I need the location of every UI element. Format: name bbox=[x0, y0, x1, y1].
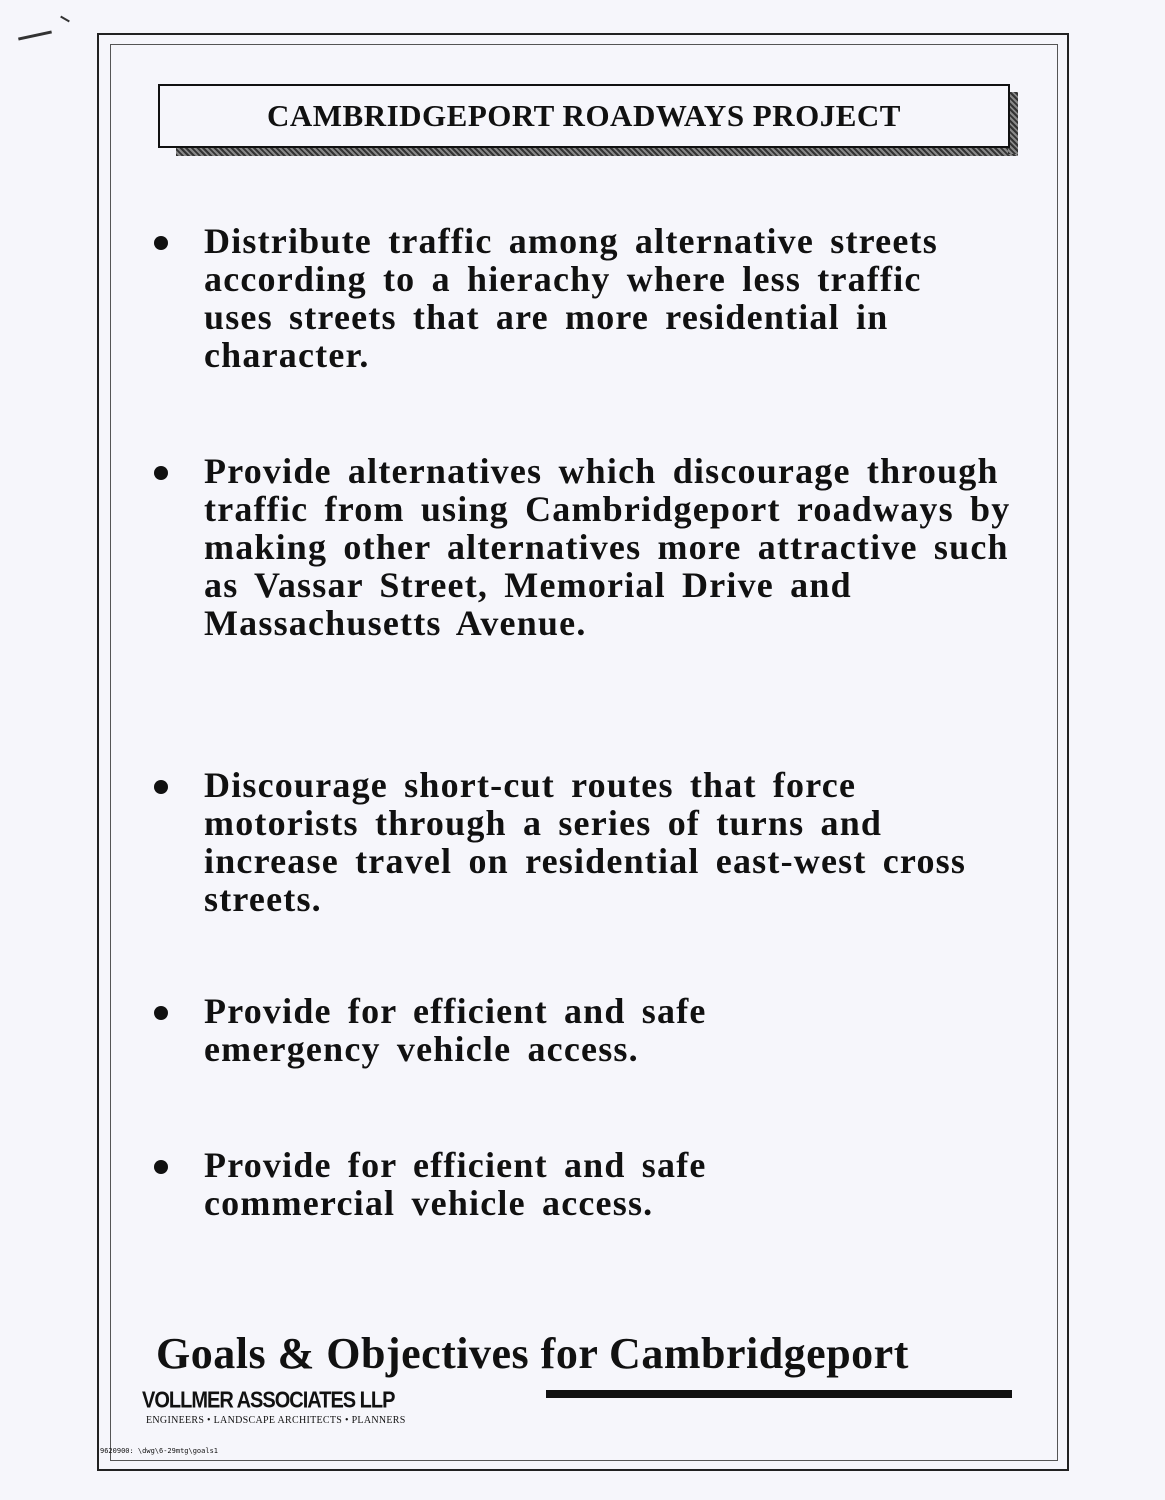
bullet-icon bbox=[154, 236, 168, 250]
list-item bbox=[150, 452, 1054, 642]
list-item-text: Provide alternatives which discourage through traffic from using Cambridgeport roadways by making other alternatives more attractive such as Vassar Street, Memorial Drive and Massachusetts Avenue. bbox=[204, 451, 1011, 643]
list-item bbox=[150, 766, 974, 918]
list-item bbox=[150, 222, 974, 374]
list-item bbox=[150, 992, 814, 1068]
title-box bbox=[158, 84, 1010, 148]
footer-rule bbox=[546, 1390, 1012, 1398]
list-item-text: Discourage short-cut routes that force motorists through a series of turns and increase travel on residential east-west cross streets. bbox=[204, 765, 967, 919]
list-item-text: Provide for efficient and safe emergency vehicle access. bbox=[204, 991, 707, 1069]
file-code: 9620900: \dwg\6-29mtg\goals1 bbox=[100, 1447, 219, 1455]
firm-subtitle: ENGINEERS • LANDSCAPE ARCHITECTS • PLANNERS bbox=[146, 1415, 406, 1426]
list-item-text: Distribute traffic among alternative streets according to a hierachy where less traffic uses streets that are more residential in character. bbox=[204, 221, 938, 375]
list-item-text: Provide for efficient and safe commercial vehicle access. bbox=[204, 1145, 707, 1223]
page-title: CAMBRIDGEPORT ROADWAYS PROJECT bbox=[267, 98, 901, 133]
list-item bbox=[150, 1146, 814, 1222]
bullet-icon bbox=[154, 466, 168, 480]
scan-mark bbox=[18, 30, 52, 40]
bullet-icon bbox=[154, 1006, 168, 1020]
bullet-icon bbox=[154, 1160, 168, 1174]
scan-mark bbox=[60, 16, 70, 23]
bullet-icon bbox=[154, 780, 168, 794]
firm-logo-name: VOLLMER ASSOCIATES LLP bbox=[142, 1388, 395, 1414]
footer-title: Goals & Objectives for Cambridgeport bbox=[156, 1329, 909, 1378]
